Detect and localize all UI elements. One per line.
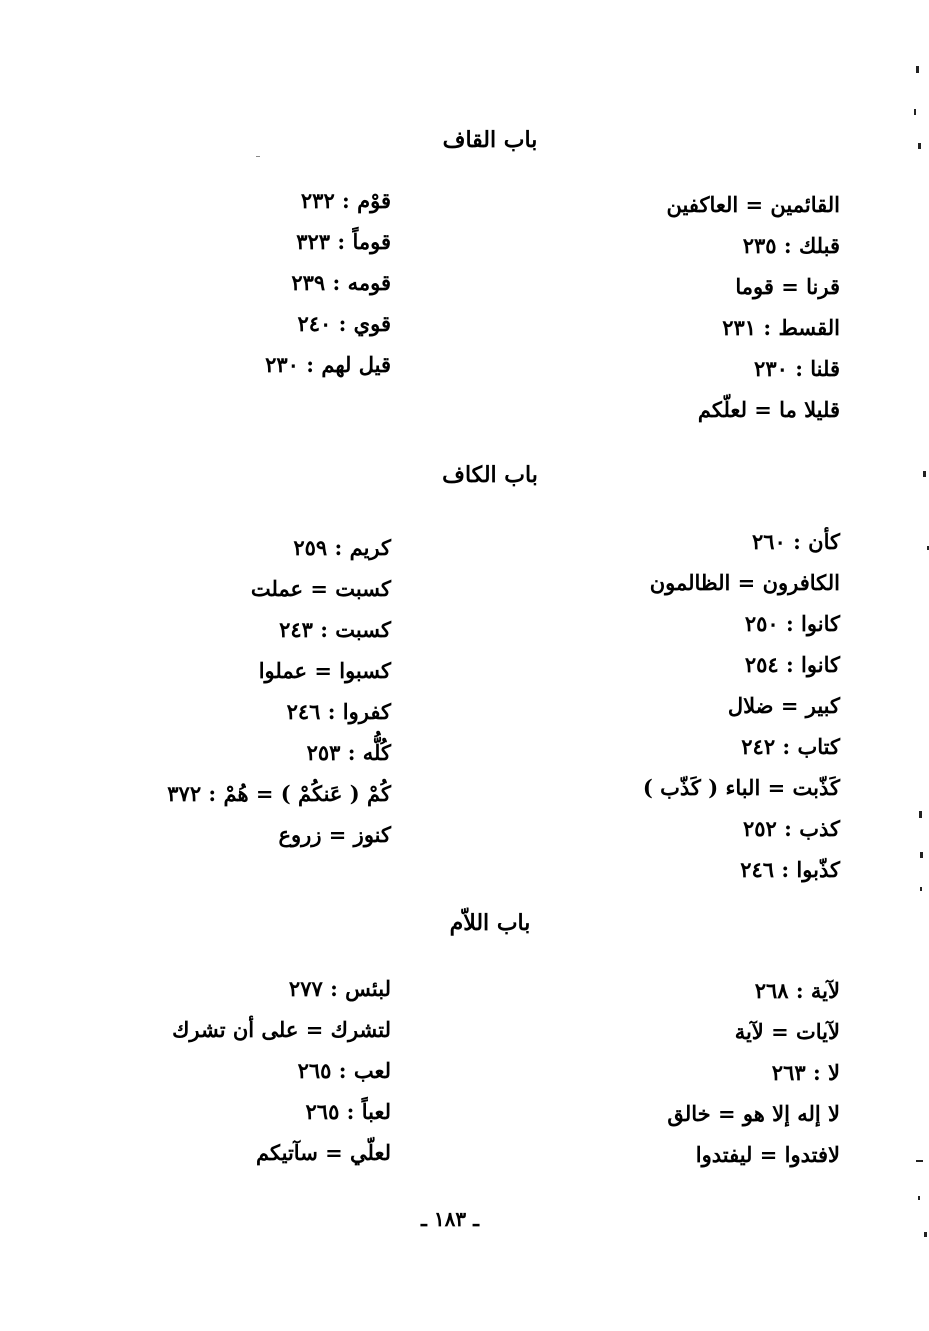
index-entry: لآيات = لآية: [734, 1019, 840, 1044]
index-entry: كريم : ٢٥٩: [293, 535, 391, 560]
index-entry: كسبت = عملت: [250, 576, 391, 601]
index-entry: قوْم : ٢٣٢: [300, 188, 391, 213]
index-entry: كَذّبت = الباء ( كَذّب ): [642, 775, 840, 800]
index-entry: كنوز = زروع: [278, 822, 391, 847]
index-entry: لعب : ٢٦٥: [297, 1058, 391, 1083]
page-number: ـ ١٨٣ ـ: [421, 1207, 479, 1231]
index-entry: قومه : ٢٣٩: [291, 270, 391, 295]
scan-speck: [916, 1160, 923, 1162]
index-entry: كانوا : ٢٥٠: [744, 611, 840, 636]
scan-speck: [914, 109, 916, 115]
scan-speck: [916, 66, 919, 73]
index-entry: القسط : ٢٣١: [722, 315, 840, 340]
index-entry: لآية : ٢٦٨: [754, 978, 840, 1003]
index-entry: لبئس : ٢٧٧: [288, 976, 391, 1001]
index-entry: كفروا : ٢٤٦: [286, 699, 391, 724]
scan-speck: [920, 887, 922, 891]
index-entry: القائمين = العاكفين: [666, 192, 840, 217]
scan-speck: [918, 1196, 920, 1200]
index-entry: قرنا = قوما: [735, 274, 840, 299]
index-entry: قيل لهم : ٢٣٠: [265, 352, 391, 377]
index-entry: لا : ٢٦٣: [771, 1060, 840, 1085]
index-entry: كُمْ ( عَنكُمْ ) = هُمْ : ٣٧٢: [167, 781, 391, 806]
index-entry: قوماً : ٣٢٣: [296, 229, 391, 254]
section-heading-lam: باب اللاّم: [449, 910, 531, 936]
scan-speck: [918, 143, 921, 149]
scan-speck: [256, 156, 260, 157]
index-entry: كسبوا = عملوا: [258, 658, 391, 683]
index-entry: قليلا ما = لعلّكم: [697, 397, 840, 422]
index-entry: لا إله إلا هو = خالق: [667, 1101, 840, 1126]
index-entry: قوي : ٢٤٠: [297, 311, 391, 336]
index-entry: كانوا : ٢٥٤: [744, 652, 840, 677]
index-entry: لعلّي = سآتيكم: [256, 1140, 391, 1165]
index-entry: كذّبوا : ٢٤٦: [740, 857, 840, 882]
section-heading-qaf: باب القاف: [442, 127, 538, 153]
index-entry: كسبت : ٢٤٣: [279, 617, 391, 642]
index-entry: لافتدوا = ليفتدوا: [695, 1142, 840, 1167]
section-heading-kaf: باب الكاف: [442, 462, 538, 488]
index-entry: كأن : ٢٦٠: [751, 529, 840, 554]
scan-speck: [919, 811, 922, 818]
index-entry: قلنا : ٢٣٠: [754, 356, 840, 381]
index-entry: لعباً : ٢٦٥: [305, 1099, 391, 1124]
index-entry: كتاب : ٢٤٢: [741, 734, 840, 759]
index-entry: الكافرون = الظالمون: [649, 570, 840, 595]
scan-speck: [920, 852, 923, 858]
index-entry: كبير = ضلال: [727, 693, 840, 718]
index-entry: كذب : ٢٥٢: [742, 816, 840, 841]
scan-speck: [924, 1232, 927, 1237]
index-entry: كُلُّه : ٢٥٣: [306, 740, 391, 765]
index-entry: لتشرك = على أن تشرك: [172, 1017, 391, 1042]
scan-speck: [923, 471, 926, 477]
index-entry: قبلك : ٢٣٥: [742, 233, 840, 258]
